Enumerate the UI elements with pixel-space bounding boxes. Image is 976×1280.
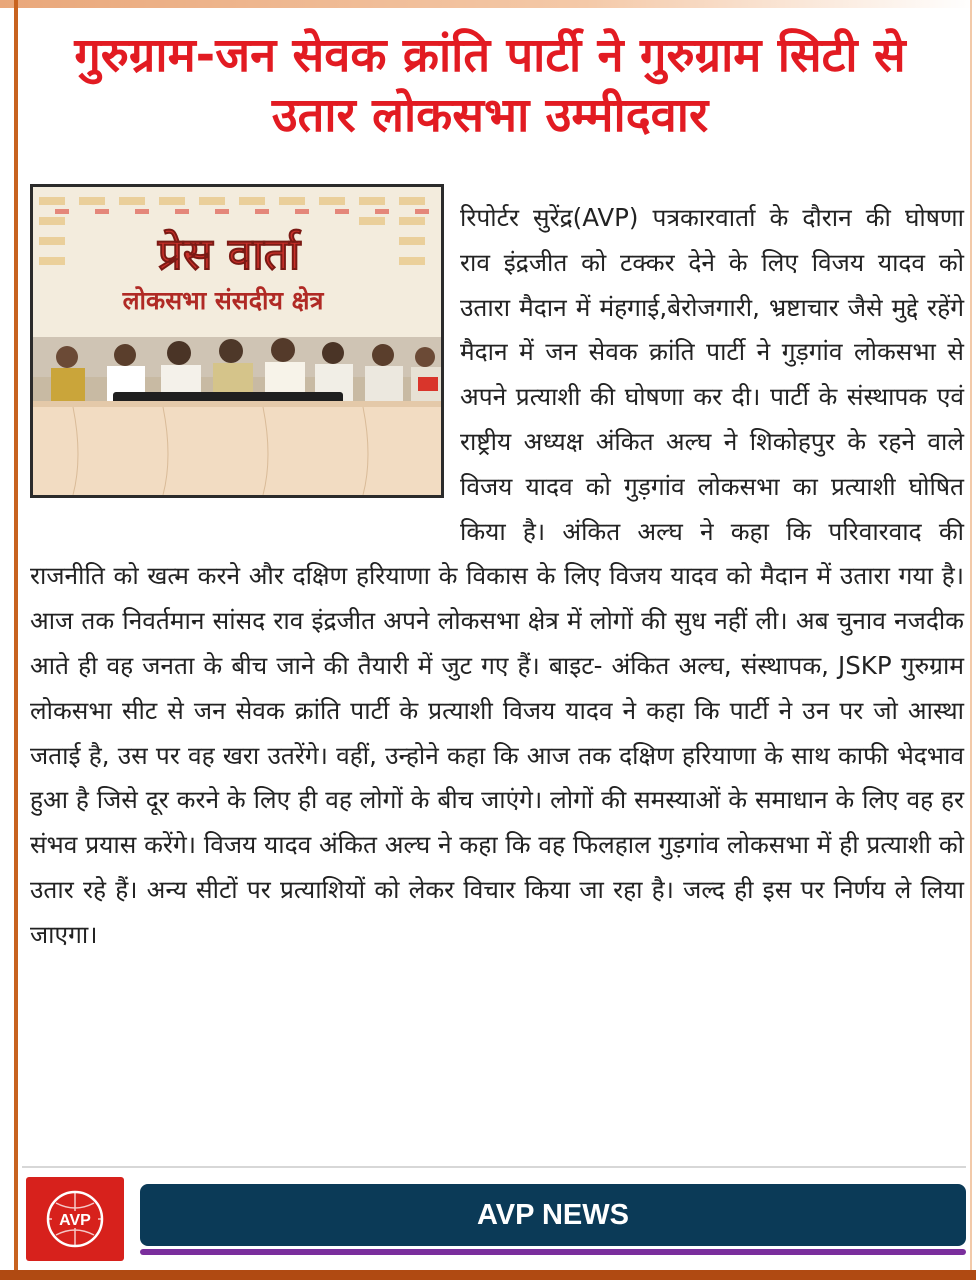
- footer-divider: [22, 1166, 966, 1168]
- top-border-strip: [0, 0, 976, 8]
- article-body: [30, 196, 964, 958]
- photo-banner-line1: प्रेस वार्ता: [157, 229, 301, 280]
- right-border-rule: [970, 0, 972, 1270]
- avp-logo: [26, 1177, 124, 1261]
- brand-bar: [140, 1184, 966, 1246]
- logo-text: AVP: [59, 1212, 91, 1229]
- brand-underline: [140, 1249, 966, 1255]
- left-border-rule: [14, 0, 18, 1270]
- headline: गुरुग्राम-जन सेवक क्रांति पार्टी ने गुरुग्राम सिटी से उतार लोकसभा उम्मीदवार: [74, 28, 906, 143]
- photo-float-spacer: [30, 196, 460, 514]
- bottom-border-strip: [0, 1270, 976, 1280]
- photo-banner-line2: लोकसभा संसदीय क्षेत्र: [122, 286, 324, 315]
- brand-name: AVP NEWS: [476, 1198, 629, 1231]
- article-text: रिपोर्टर सुरेंद्र(AVP) पत्रकारवार्ता के दौरान की घोषणा राव इंद्रजीत को टक्कर देने के लिए विजय यादव को उतारा मैदान में मंहगाई,बेरोजगारी, भ्रष्टाचार जैसे मुद्दे रहेंगे मैदान में जन सेवक क्रांति पार्टी ने गुड़गांव लोकसभा से अपने प्रत्याशी की घोषणा कर दी। पार्टी के संस्थापक एवं राष्ट्रीय अध्यक्ष अंकित अल्घ ने शिकोहपुर के रहने वाले विजय यादव को गुड़गांव लोकसभा का प्रत्याशी घोषित किया है। अंकित अल्घ ने कहा कि परिवारवाद की राजनीति को खत्म करने और दक्षिण हरियाणा के विकास के लिए विजय यादव को मैदान में उतारा गया है। आज तक निवर्तमान सांसद राव इंद्रजीत अपने लोकसभा क्षेत्र में लोगों की सुध नहीं ली। अब चुनाव नजदीक आते ही वह जनता के बीच जाने की तैयारी में जुट गए हैं। बाइट- अंकित अल्घ, संस्थापक, JSKP गुरुग्राम लोकसभा सीट से जन सेवक क्रांति पार्टी के प्रत्याशी विजय यादव ने कहा कि पार्टी ने उन पर जो आस्था जताई है, उस पर वह खरा उतरेंगे। वहीं, उन्होने कहा कि आज तक दक्षिण हरियाणा के साथ काफी भेदभाव हुआ है जिसे दूर करने के लिए ही वह लोगों के बीच जाएंगे। लोगों की समस्याओं के समाधान के लिए वह हर संभव प्रयास करेंगे। विजय यादव अंकित अल्घ ने कहा कि वह फिलहाल गुड़गांव लोकसभा में ही प्रत्याशी को उतार रहे हैं। अन्य सीटों पर प्रत्याशियों को लेकर विचार किया जा रहा है। जल्द ही इस पर निर्णय ले लिया जाएगा।: [30, 203, 964, 949]
